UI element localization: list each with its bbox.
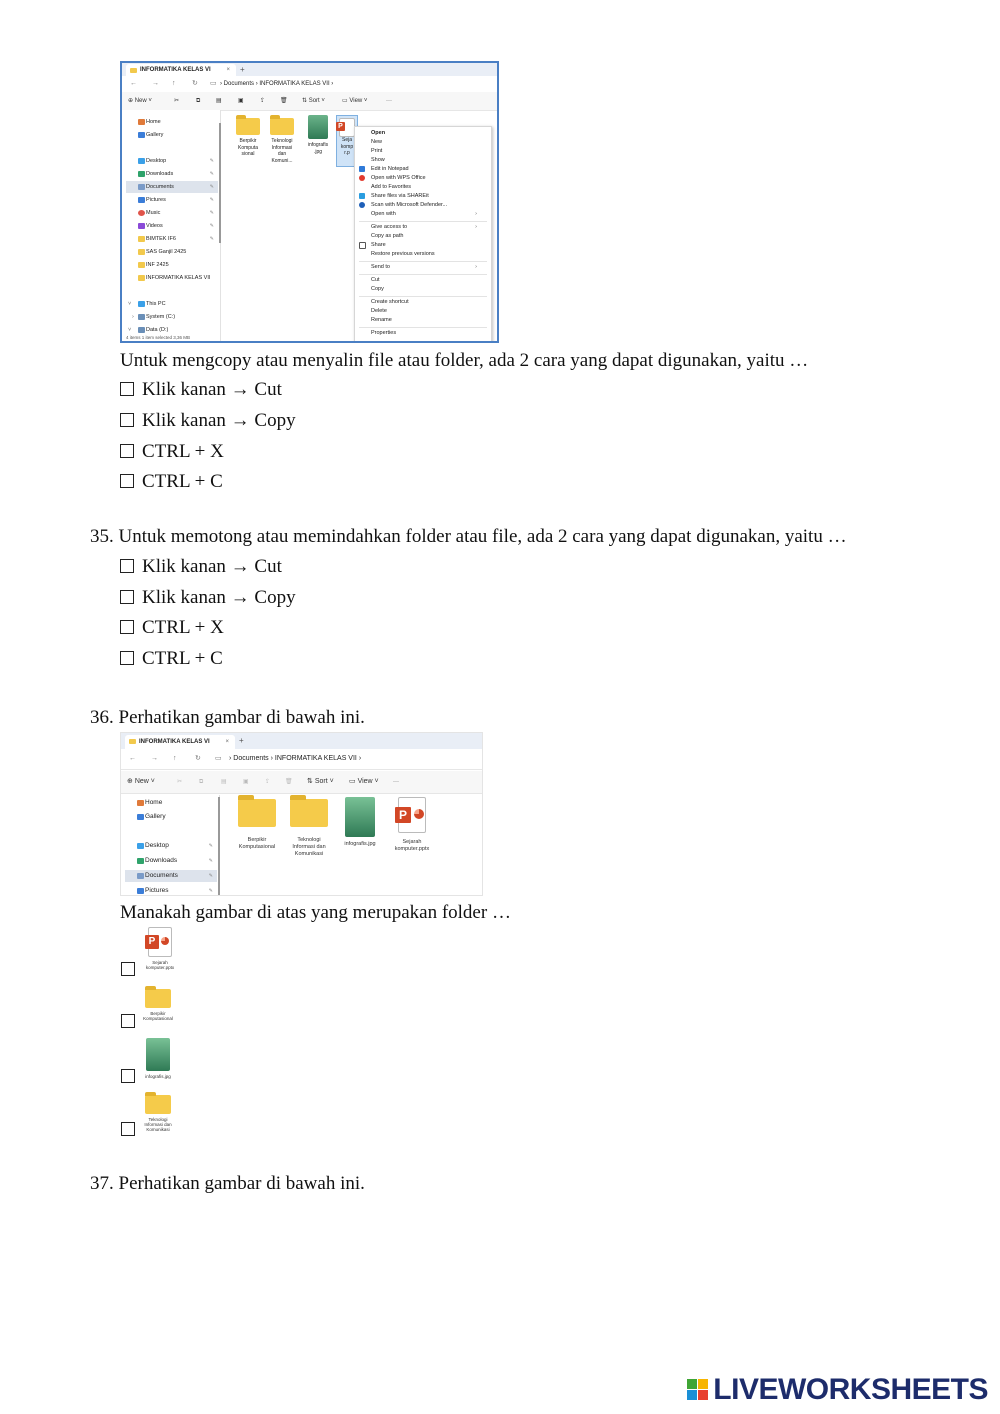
image-thumbnail-icon xyxy=(308,115,328,139)
menu-item-create-shortcut[interactable]: Create shortcut xyxy=(371,299,409,305)
checkbox[interactable] xyxy=(121,1014,135,1028)
pictures-icon xyxy=(137,888,144,894)
question-34-text: Untuk mengcopy atau menyalin file atau folder, ada 2 cara yang dapat digunakan, yaitu … xyxy=(120,350,809,371)
desktop-icon xyxy=(137,843,144,849)
q34-option-1[interactable]: Klik kanan → Cut xyxy=(120,379,282,401)
sidebar-item-data-d[interactable]: ˅ Data (D:) xyxy=(126,324,218,336)
file-item[interactable]: infografis .jpg xyxy=(302,115,334,155)
liveworksheets-logo: LIVEWORKSHEETS xyxy=(687,1373,988,1407)
sort-button[interactable]: ⇅ Sort ˅ xyxy=(307,778,334,785)
menu-item-show[interactable]: Show xyxy=(371,157,385,163)
context-menu xyxy=(354,126,492,343)
home-icon xyxy=(138,119,145,125)
powerpoint-icon: P xyxy=(148,927,172,957)
refresh-icon[interactable]: ↻ xyxy=(192,80,198,87)
wps-icon xyxy=(359,175,365,181)
chevron-right-icon: › xyxy=(475,264,477,270)
menu-item-add-favorites[interactable]: Add to Favorites xyxy=(371,184,412,190)
close-icon[interactable]: × xyxy=(226,67,230,73)
sidebar-item-bimtek[interactable]: BIMTEK IF6 ✎ xyxy=(126,233,218,245)
q35-option-2[interactable]: Klik kanan → Copy xyxy=(120,587,296,609)
new-button[interactable]: ⊕ New ˅ xyxy=(128,98,152,104)
more-button[interactable]: ··· xyxy=(386,98,392,104)
menu-item-open[interactable]: Open xyxy=(371,130,386,136)
breadcrumb-folder[interactable]: INFORMATIKA KELAS VII xyxy=(274,755,357,762)
breadcrumb-documents[interactable]: Documents xyxy=(223,81,255,87)
paste-icon[interactable]: ▤ xyxy=(221,779,227,785)
image-thumbnail-icon xyxy=(345,797,375,837)
command-bar xyxy=(121,771,482,794)
breadcrumb-documents[interactable]: Documents xyxy=(233,755,269,762)
menu-item-rename[interactable]: Rename xyxy=(371,317,392,323)
menu-item-open-wps[interactable]: Open with WPS Office xyxy=(371,174,426,182)
q35-option-1[interactable]: Klik kanan → Cut xyxy=(120,556,282,578)
address-bar xyxy=(121,749,482,770)
checkbox[interactable] xyxy=(120,620,134,634)
menu-item-delete[interactable]: Delete xyxy=(371,308,387,314)
sidebar-item-documents[interactable]: Documents ✎ xyxy=(125,870,217,882)
tab-bar xyxy=(122,63,497,76)
sidebar-item-home[interactable]: Home xyxy=(126,116,218,128)
menu-separator xyxy=(359,274,487,275)
chevron-right-icon: › xyxy=(475,224,477,230)
breadcrumb-folder[interactable]: INFORMATIKA KELAS VII xyxy=(259,81,330,87)
copy-icon[interactable]: ⧉ xyxy=(196,98,201,104)
folder-icon xyxy=(138,262,145,268)
new-tab-button[interactable]: + xyxy=(240,65,245,74)
menu-item-open-with[interactable]: Open with › xyxy=(371,211,477,217)
checkbox[interactable] xyxy=(121,962,135,976)
tab-bar xyxy=(121,733,482,749)
folder-icon xyxy=(270,118,294,135)
downloads-icon xyxy=(138,171,145,177)
sidebar-item-desktop[interactable]: Desktop ✎ xyxy=(126,155,218,167)
q34-option-4[interactable]: CTRL + C xyxy=(120,471,223,493)
checkbox[interactable] xyxy=(120,444,134,458)
share-icon[interactable]: ⇪ xyxy=(265,779,271,785)
menu-item-restore[interactable]: Restore previous versions xyxy=(371,251,435,257)
navigation-pane xyxy=(121,795,220,895)
chevron-down-icon: ˅ xyxy=(128,327,132,333)
forward-icon[interactable]: → xyxy=(152,80,159,87)
forward-icon[interactable]: → xyxy=(151,755,158,762)
file-item[interactable]: P Sejarah komputer.pptx xyxy=(384,799,440,853)
sidebar-item-sas[interactable]: SAS Ganjil 2425 xyxy=(126,246,218,258)
pc-icon: ▭ xyxy=(215,755,222,762)
folder-icon xyxy=(138,249,145,255)
powerpoint-icon: P xyxy=(398,797,426,833)
folder-icon xyxy=(138,236,145,242)
sidebar-item-gallery[interactable]: Gallery xyxy=(125,811,217,823)
explorer-tab[interactable] xyxy=(126,64,236,76)
menu-item-print[interactable]: Print xyxy=(371,148,383,154)
pin-icon: ✎ xyxy=(209,184,214,190)
folder-icon xyxy=(238,799,276,827)
file-item[interactable]: infografis.jpg xyxy=(332,799,388,848)
file-item[interactable]: Berpikir Komputa sional xyxy=(232,118,264,158)
rename-icon[interactable]: ▣ xyxy=(238,98,244,104)
scrollbar[interactable] xyxy=(218,797,220,895)
pin-icon: ✎ xyxy=(209,158,214,164)
view-button[interactable]: ▭ View ˅ xyxy=(342,98,368,104)
menu-item-shareit[interactable]: Share files via SHAREit xyxy=(371,192,429,200)
refresh-icon[interactable]: ↻ xyxy=(195,755,201,762)
sidebar-item-downloads[interactable]: Downloads ✎ xyxy=(125,855,217,867)
explorer-tab[interactable]: INFORMATIKA KELAS VI × xyxy=(125,735,235,749)
image-thumbnail-icon xyxy=(146,1038,170,1071)
drive-icon xyxy=(138,327,145,333)
chevron-right-icon: › xyxy=(132,314,134,320)
checkbox[interactable] xyxy=(121,1069,135,1083)
q36-option-2[interactable]: Berpikir Komputasional xyxy=(140,989,176,1021)
file-item[interactable]: Teknologi Informasi dan Komunikasi xyxy=(281,799,337,858)
sidebar-item-pictures[interactable]: Pictures ✎ xyxy=(125,885,217,896)
share-icon xyxy=(359,242,366,249)
pin-icon: ✎ xyxy=(209,197,214,203)
folder-icon xyxy=(130,68,137,73)
folder-icon xyxy=(145,989,171,1008)
address-bar xyxy=(122,76,497,93)
pin-icon: ✎ xyxy=(208,873,213,879)
q35-option-4[interactable]: CTRL + C xyxy=(120,648,223,670)
question-35-text: 35. Untuk memotong atau memindahkan folder atau file, ada 2 cara yang dapat digunakan, yaitu … xyxy=(90,526,847,547)
back-icon[interactable]: ← xyxy=(130,80,137,87)
pc-icon: ▭ xyxy=(210,80,217,87)
folder-icon xyxy=(138,275,145,281)
menu-item-properties[interactable]: Properties xyxy=(371,330,397,336)
pc-icon xyxy=(138,301,145,307)
liveworksheets-logo-icon xyxy=(687,1379,709,1401)
gallery-icon xyxy=(138,132,145,138)
cut-icon[interactable]: ✂ xyxy=(174,98,180,104)
menu-item-share[interactable]: Share xyxy=(371,241,386,249)
close-icon[interactable]: × xyxy=(225,739,229,745)
explorer-screenshot-2 xyxy=(120,732,483,896)
sidebar-item-informatika[interactable]: INFORMATIKA KELAS VII xyxy=(126,272,218,284)
up-icon[interactable]: ↑ xyxy=(173,755,177,762)
checkbox[interactable] xyxy=(120,474,134,488)
explorer-screenshot-1 xyxy=(120,61,499,343)
folder-icon xyxy=(290,799,328,827)
menu-item-copy-path[interactable]: Copy as path xyxy=(371,233,404,239)
q34-option-2[interactable]: Klik kanan → Copy xyxy=(120,410,296,432)
sidebar-item-documents[interactable]: Documents ✎ xyxy=(126,181,218,193)
desktop-icon xyxy=(138,158,145,164)
sidebar-item-inf[interactable]: INF 2425 xyxy=(126,259,218,271)
sidebar-item-pictures[interactable]: Pictures ✎ xyxy=(126,194,218,206)
view-button[interactable]: ▭ View ˅ xyxy=(349,778,379,785)
q36-option-1[interactable]: P Sejarah komputer.pptx xyxy=(142,927,178,970)
share-icon[interactable]: ⇪ xyxy=(260,98,266,104)
sidebar-item-gallery[interactable]: Gallery xyxy=(126,129,218,141)
shareit-icon xyxy=(359,193,365,199)
pin-icon: ✎ xyxy=(209,223,214,229)
sidebar-item-home[interactable]: Home xyxy=(125,797,217,809)
music-icon xyxy=(138,210,145,216)
menu-item-defender[interactable]: Scan with Microsoft Defender... xyxy=(371,201,447,209)
more-button[interactable]: ··· xyxy=(393,779,399,785)
pin-icon: ✎ xyxy=(208,888,213,894)
home-icon xyxy=(137,800,144,806)
sidebar-item-downloads[interactable]: Downloads ✎ xyxy=(126,168,218,180)
checkbox[interactable] xyxy=(120,559,134,573)
tab-title: INFORMATIKA KELAS VI xyxy=(140,67,211,73)
pin-icon: ✎ xyxy=(209,236,214,242)
sort-button[interactable]: ⇅ Sort ˅ xyxy=(302,98,325,104)
chevron-down-icon: ˅ xyxy=(128,301,132,307)
question-37-text: 37. Perhatikan gambar di bawah ini. xyxy=(90,1173,365,1194)
navigation-pane xyxy=(122,110,221,341)
menu-item-send-to[interactable]: Send to › xyxy=(371,264,477,270)
sidebar-item-this-pc[interactable]: ˅ This PC xyxy=(126,298,218,310)
downloads-icon xyxy=(137,858,144,864)
new-tab-button[interactable]: + xyxy=(239,736,244,745)
chevron-right-icon: › xyxy=(475,211,477,217)
folder-icon xyxy=(236,118,260,135)
file-item-selected[interactable]: P Seja komp r.p xyxy=(336,115,358,167)
back-icon[interactable]: ← xyxy=(129,755,136,762)
new-button[interactable]: ⊕ New ˅ xyxy=(127,778,155,785)
pin-icon: ✎ xyxy=(209,171,214,177)
notepad-icon xyxy=(359,166,365,172)
delete-icon[interactable]: 🗑 xyxy=(280,98,288,104)
folder-icon xyxy=(145,1095,171,1114)
gallery-icon xyxy=(137,814,144,820)
videos-icon xyxy=(138,223,145,229)
delete-icon[interactable]: 🗑 xyxy=(285,779,293,785)
menu-item-give-access[interactable]: Give access to › xyxy=(371,224,477,230)
pin-icon: ✎ xyxy=(208,843,213,849)
checkbox[interactable] xyxy=(120,590,134,604)
folder-icon xyxy=(129,739,136,744)
question-36-prompt: Manakah gambar di atas yang merupakan folder … xyxy=(120,902,511,923)
menu-item-new[interactable]: New xyxy=(371,139,383,145)
question-36-text: 36. Perhatikan gambar di bawah ini. xyxy=(90,707,365,728)
sidebar-item-system-c[interactable]: › System (C:) xyxy=(126,311,218,323)
documents-icon xyxy=(138,184,145,190)
sidebar-item-desktop[interactable]: Desktop ✎ xyxy=(125,840,217,852)
paste-icon[interactable]: ▤ xyxy=(216,98,222,104)
checkbox[interactable] xyxy=(120,651,134,665)
menu-item-cut[interactable]: Cut xyxy=(371,277,380,283)
checkbox[interactable] xyxy=(120,413,134,427)
pin-icon: ✎ xyxy=(208,858,213,864)
pin-icon: ✎ xyxy=(209,210,214,216)
menu-item-edit-notepad[interactable]: Edit in Notepad xyxy=(371,165,409,173)
q36-option-4[interactable]: Teknologi Informasi dan Komunikasi xyxy=(140,1095,176,1132)
breadcrumb: › Documents › INFORMATIKA KELAS VII › xyxy=(229,755,362,762)
cut-icon[interactable]: ✂ xyxy=(177,779,183,785)
copy-icon[interactable]: ⧉ xyxy=(199,779,204,785)
command-bar xyxy=(122,92,497,111)
up-icon[interactable]: ↑ xyxy=(172,80,176,87)
status-bar: 4 items 1 item selected 3,36 MB xyxy=(126,335,191,340)
checkbox[interactable] xyxy=(121,1122,135,1136)
q35-option-3[interactable]: CTRL + X xyxy=(120,617,224,639)
menu-separator xyxy=(359,296,487,297)
rename-icon[interactable]: ▣ xyxy=(243,779,249,785)
defender-icon xyxy=(359,202,365,208)
sidebar-item-videos[interactable]: Videos ✎ xyxy=(126,220,218,232)
documents-icon xyxy=(137,873,144,879)
menu-separator xyxy=(359,327,487,328)
file-item[interactable]: Teknologi Informasi dan Komuni... xyxy=(266,118,298,164)
drive-icon xyxy=(138,314,145,320)
q36-option-3[interactable]: infografis.jpg xyxy=(140,1038,176,1079)
checkbox[interactable] xyxy=(120,382,134,396)
q34-option-3[interactable]: CTRL + X xyxy=(120,441,224,463)
powerpoint-icon: P xyxy=(339,118,355,137)
scrollbar[interactable] xyxy=(219,123,221,243)
menu-separator xyxy=(359,261,487,262)
file-item[interactable]: Berpikir Komputasional xyxy=(229,799,285,851)
menu-separator xyxy=(359,221,487,222)
breadcrumb: › Documents › INFORMATIKA KELAS VII › xyxy=(220,81,334,87)
pictures-icon xyxy=(138,197,145,203)
menu-item-copy[interactable]: Copy xyxy=(371,286,384,292)
sidebar-item-music[interactable]: Music ✎ xyxy=(126,207,218,219)
